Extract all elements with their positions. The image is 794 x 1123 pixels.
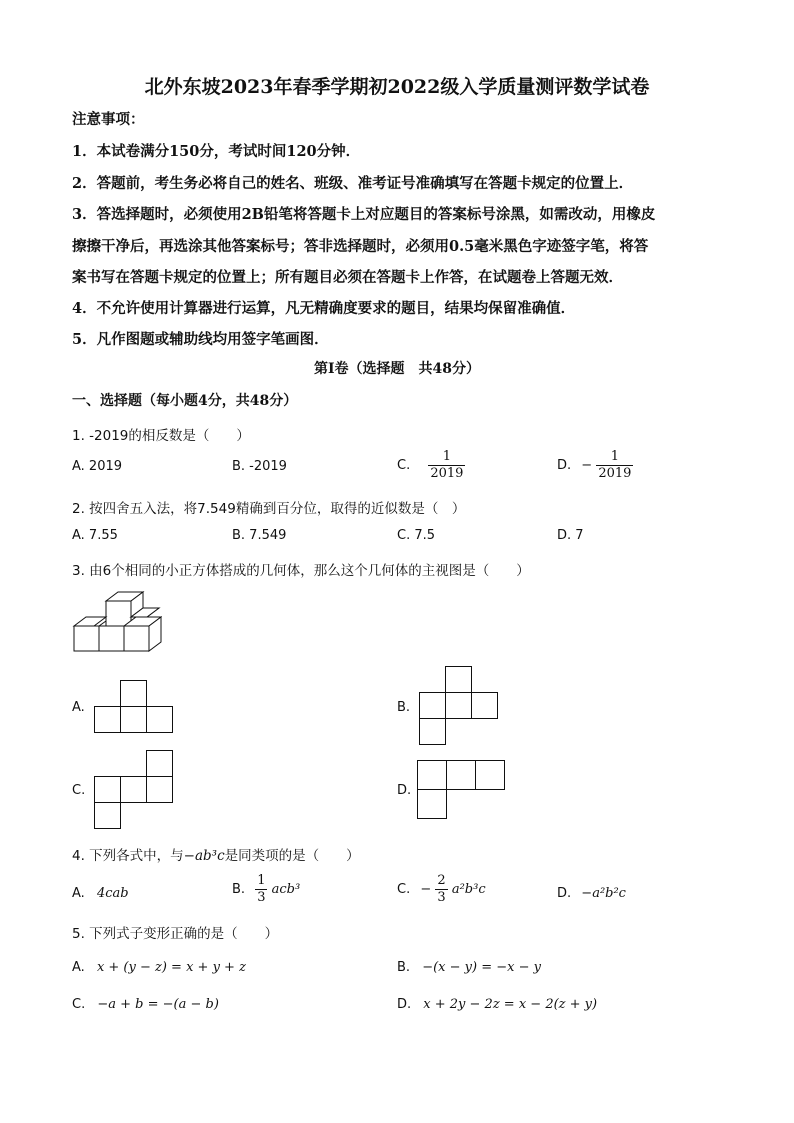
square xyxy=(121,681,147,707)
question-4-stem xyxy=(72,844,360,864)
q3-option-b-label: B. xyxy=(397,700,411,715)
q1-option-a: A. 2019 xyxy=(72,459,123,474)
question-1-stem: 1. -2019的相反数是（ ） xyxy=(72,428,250,444)
q4-stem-expression: −ab³c xyxy=(183,848,225,864)
q4-b-denominator: 3 xyxy=(257,890,266,905)
square xyxy=(420,693,446,719)
q2-option-c: C. 7.5 xyxy=(397,528,436,543)
q5-option-c-label: C. xyxy=(72,997,86,1012)
square xyxy=(476,761,505,790)
q4-b-numerator: 1 xyxy=(257,873,266,888)
note-4: 4．不允许使用计算器进行运算，凡无精确度要求的题目，结果均保留准确值． xyxy=(72,300,576,317)
q4-c-sign: − xyxy=(420,882,432,897)
q4-c-denominator: 3 xyxy=(437,890,446,905)
square xyxy=(420,719,446,745)
q5-option-a-expr: x + (y − z) = x + y + z xyxy=(96,960,246,975)
q5-option-b-label: B. xyxy=(397,960,411,975)
square xyxy=(447,761,476,790)
q1-option-d xyxy=(557,449,633,482)
cube-solid-figure xyxy=(70,590,162,656)
q1-option-c-label: C. xyxy=(397,458,411,473)
notes-heading: 注意事项： xyxy=(72,111,145,128)
q4-option-a xyxy=(72,886,129,901)
q4-stem-prefix: 4. 下列各式中，与 xyxy=(72,848,184,864)
square xyxy=(95,707,121,733)
square xyxy=(147,777,173,803)
square xyxy=(418,790,447,819)
cube-front-face xyxy=(106,601,131,626)
square xyxy=(446,667,472,693)
part-title: 第Ⅰ卷（选择题 共48分） xyxy=(313,361,481,377)
q4-option-a-label: A. xyxy=(72,886,85,901)
square xyxy=(121,777,147,803)
q1-d-numerator: 1 xyxy=(596,449,633,466)
q1-option-b: B. -2019 xyxy=(232,459,287,474)
q1-c-numerator: 1 xyxy=(428,449,465,466)
q2-option-d: D. 7 xyxy=(557,528,584,543)
q1-option-d-label: D. xyxy=(557,458,572,473)
square xyxy=(147,707,173,733)
q1-d-denominator: 2019 xyxy=(598,466,632,481)
q2-option-b: B. 7.549 xyxy=(232,528,287,543)
q4-option-d xyxy=(557,886,626,901)
q1-option-c xyxy=(397,449,465,482)
note-3-line-1: 3．答选择题时，必须使用2B铅笔将答题卡上对应题目的答案标号涂黑，如需改动，用橡皮 xyxy=(72,206,656,223)
page-title: 北外东坡2023年春季学期初2022级入学质量测评数学试卷 xyxy=(144,76,650,98)
question-5-stem: 5. 下列式子变形正确的是（ ） xyxy=(72,926,279,942)
q2-option-a: A. 7.55 xyxy=(72,528,118,543)
q5-option-c-expr: −a + b = −(a − b) xyxy=(97,997,219,1012)
note-3-line-3: 案书写在答题卡规定的位置上；所有题目必须在答题卡上作答，在试题卷上答题无效． xyxy=(72,269,623,286)
q4-option-b-fraction xyxy=(255,873,267,906)
q4-option-a-expr: 4cab xyxy=(96,886,129,901)
q3-option-d-figure xyxy=(417,760,507,820)
note-2: 2．答题前，考生务必将自己的姓名、班级、准考证号准确填写在答题卡规定的位置上． xyxy=(72,175,634,192)
q1-c-denominator: 2019 xyxy=(430,466,464,481)
q4-option-c xyxy=(397,873,486,906)
q4-option-b-label: B. xyxy=(232,882,246,897)
q4-option-c-label: C. xyxy=(397,882,411,897)
q3-option-b-figure xyxy=(419,666,499,746)
square xyxy=(147,751,173,777)
cube-front-face xyxy=(124,626,149,651)
q5-option-b-expr: −(x − y) = −x − y xyxy=(422,960,541,975)
q4-option-b-expr: acb³ xyxy=(271,882,301,897)
q5-option-b xyxy=(397,960,541,975)
q5-option-d-label: D. xyxy=(397,997,412,1012)
square xyxy=(418,761,447,790)
square xyxy=(95,803,121,829)
q4-c-numerator: 2 xyxy=(437,873,446,888)
q4-option-d-expr: −a²b²c xyxy=(581,886,626,901)
q1-option-d-fraction xyxy=(596,449,633,482)
q3-option-d-label: D. xyxy=(397,783,412,798)
question-3-stem: 3. 由6个相同的小正方体搭成的几何体，那么这个几何体的主视图是（ ） xyxy=(72,563,530,579)
q5-option-c xyxy=(72,997,219,1012)
q3-option-c-label: C. xyxy=(72,783,86,798)
question-2-stem: 2. 按四舍五入法，将7.549精确到百分位，取得的近似数是（ ） xyxy=(72,501,466,517)
q5-option-d-expr: x + 2y − 2z = x − 2(z + y) xyxy=(423,997,598,1012)
q1-option-c-fraction xyxy=(428,449,465,482)
q4-option-c-expr: a²b³c xyxy=(451,882,486,897)
q4-option-c-fraction xyxy=(435,873,447,906)
q4-stem-suffix: 是同类项的是（ ） xyxy=(224,848,360,864)
square xyxy=(472,693,498,719)
q5-option-a xyxy=(72,960,246,975)
q3-option-a-label: A. xyxy=(72,700,85,715)
q4-option-b xyxy=(232,873,300,906)
cube-front-face xyxy=(74,626,99,651)
q5-option-d xyxy=(397,997,597,1012)
section-title: 一、选择题（每小题4分，共48分） xyxy=(72,393,298,409)
note-5: 5．凡作图题或辅助线均用签字笔画图． xyxy=(72,331,329,348)
q3-option-a-figure xyxy=(94,680,174,734)
q5-option-a-label: A. xyxy=(72,960,85,975)
square xyxy=(95,777,121,803)
q3-option-c-figure xyxy=(94,750,174,830)
square xyxy=(446,693,472,719)
square xyxy=(121,707,147,733)
cube-front-face xyxy=(99,626,124,651)
q4-option-d-label: D. xyxy=(557,886,572,901)
note-1: 1．本试卷满分150分，考试时间120分钟． xyxy=(72,143,361,160)
note-3-line-2: 擦擦干净后，再选涂其他答案标号；答非选择题时，必须用0.5毫米黑色字迹签字笔，将答 xyxy=(72,238,649,255)
q1-d-sign: − xyxy=(581,458,593,473)
